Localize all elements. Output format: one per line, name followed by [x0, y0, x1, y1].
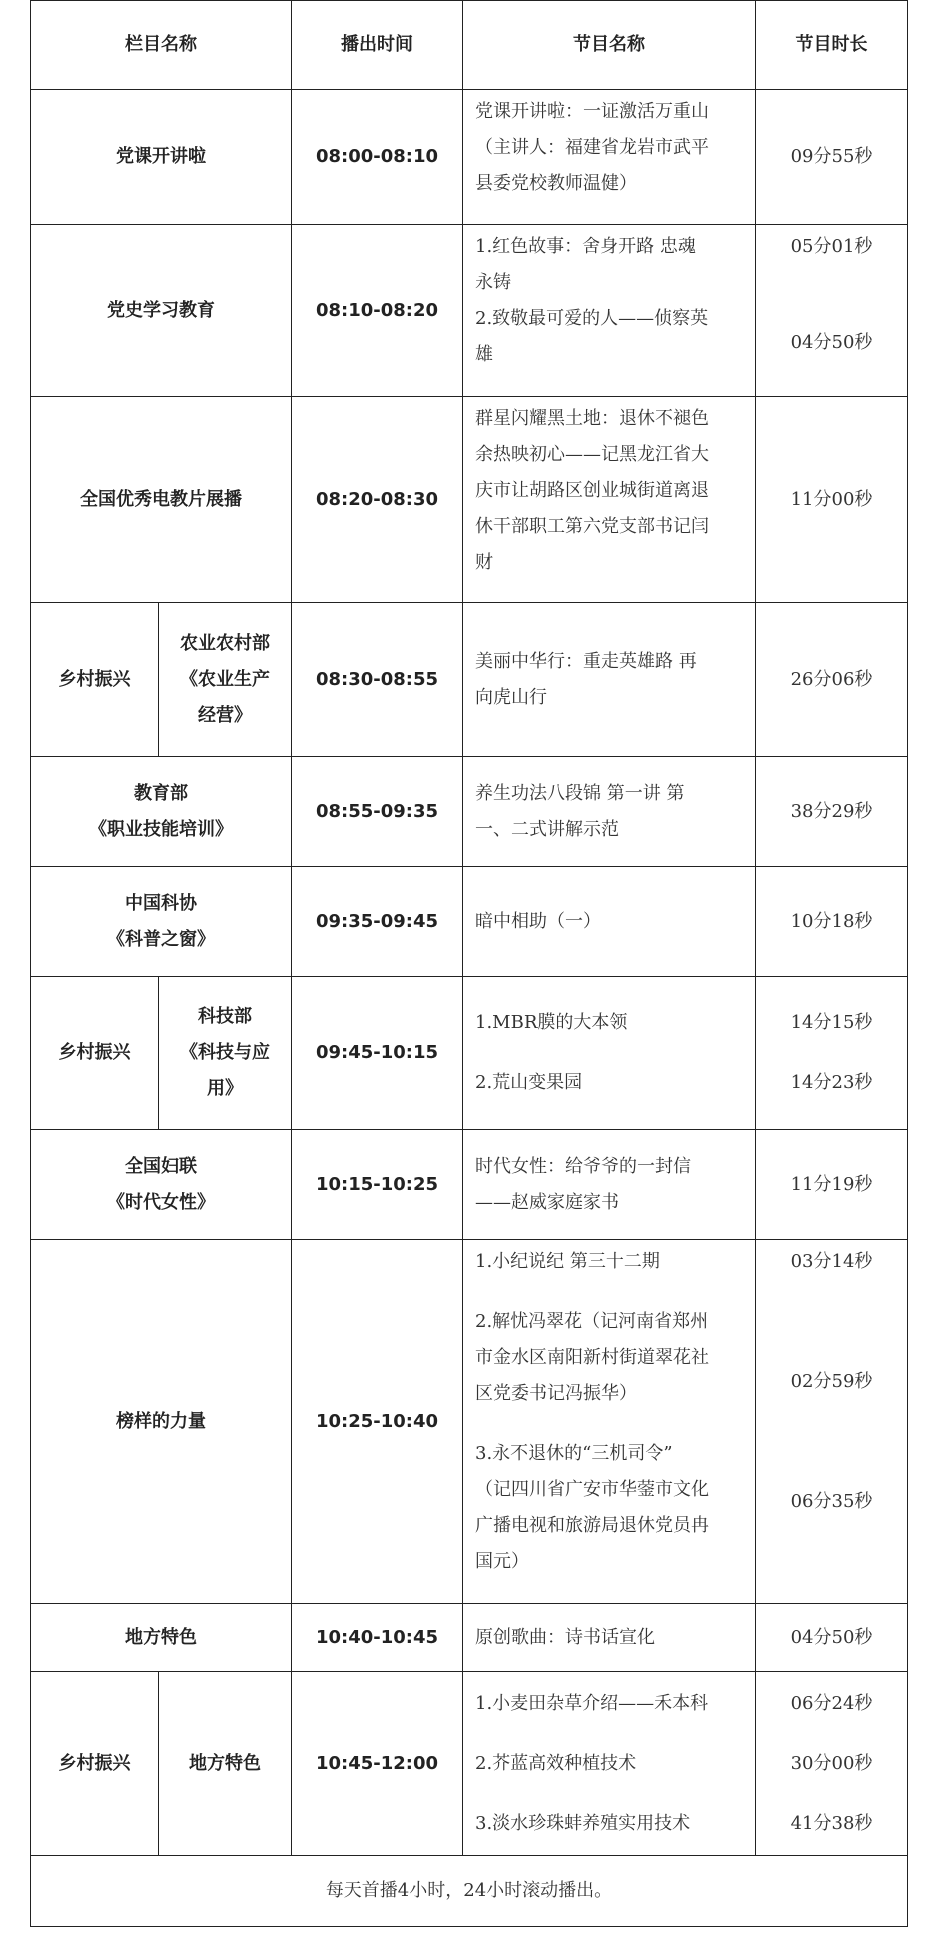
- program-line: 雄: [475, 344, 493, 365]
- duration-value: 38分29秒: [790, 800, 873, 822]
- section-cell: 党史学习教育: [31, 225, 292, 397]
- duration-cell: [756, 867, 908, 977]
- section-line: 《科普之窗》: [107, 928, 215, 950]
- table-row: [31, 977, 908, 1130]
- section-cell: 党课开讲啦: [31, 90, 292, 225]
- footer-note: 每天首播4小时，24小时滚动播出。: [31, 1856, 908, 1927]
- program-cell: [463, 225, 756, 397]
- duration-value: 11分00秒: [790, 488, 873, 510]
- duration-value: 14分15秒: [790, 1012, 873, 1033]
- duration-value: 06分35秒: [790, 1491, 873, 1512]
- subsection-line: 地方特色: [189, 1752, 261, 1774]
- subsection-line: 经营》: [198, 704, 252, 726]
- duration-value: 09分55秒: [790, 146, 873, 167]
- table-row: [31, 225, 908, 397]
- table-row: [31, 1672, 908, 1856]
- time-cell: 08:55-09:35: [292, 757, 463, 867]
- duration-cell: [756, 1604, 908, 1672]
- program-cell: [463, 757, 756, 867]
- program-line: 一、二式讲解示范: [475, 818, 619, 840]
- duration-cell: [756, 1672, 908, 1856]
- program-line: 养生功法八段锦 第一讲 第: [475, 782, 685, 804]
- duration-value: 26分06秒: [790, 668, 873, 690]
- duration-value: 04分50秒: [790, 332, 873, 353]
- header-duration: 节目时长: [756, 1, 908, 90]
- program-line: 1.小纪说纪 第三十二期: [475, 1251, 660, 1272]
- duration-cell: [756, 397, 908, 603]
- section-cell: 榜样的力量: [31, 1240, 292, 1604]
- duration-value: 30分00秒: [790, 1752, 873, 1774]
- duration-value: 10分18秒: [790, 910, 873, 932]
- program-cell: [463, 867, 756, 977]
- program-line: 财: [475, 552, 493, 573]
- time-cell: 10:15-10:25: [292, 1130, 463, 1240]
- section-line: 全国妇联: [125, 1155, 197, 1177]
- program-line: 2.芥蓝高效种植技术: [475, 1752, 637, 1774]
- time-cell: 08:00-08:10: [292, 90, 463, 225]
- duration-value: 06分24秒: [790, 1692, 873, 1714]
- program-cell: [463, 1130, 756, 1240]
- program-cell: [463, 1672, 756, 1856]
- program-line: （主讲人：福建省龙岩市武平: [475, 137, 709, 158]
- table-row: [31, 397, 908, 603]
- duration-value: 04分50秒: [790, 1626, 873, 1648]
- table-row: [31, 1604, 908, 1672]
- program-cell: [463, 977, 756, 1130]
- program-line: 永铸: [475, 272, 511, 293]
- duration-value: 14分23秒: [790, 1072, 873, 1093]
- section-cell: 乡村振兴: [31, 603, 159, 757]
- program-cell: [463, 1604, 756, 1672]
- time-cell: 08:20-08:30: [292, 397, 463, 603]
- subsection-line: 《农业生产: [180, 668, 270, 690]
- duration-cell: [756, 757, 908, 867]
- subsection-line: 农业农村部: [180, 632, 270, 654]
- section-line: 中国科协: [125, 892, 197, 914]
- section-cell: [31, 1130, 292, 1240]
- program-line: 1.MBR膜的大本领: [475, 1012, 628, 1033]
- program-cell: [463, 603, 756, 757]
- program-line: 庆市让胡路区创业城街道离退: [475, 480, 709, 501]
- duration-cell: [756, 225, 908, 397]
- section-cell: [31, 867, 292, 977]
- program-line: 党课开讲啦：一证激活万重山: [475, 101, 709, 122]
- duration-value: 41分38秒: [790, 1812, 873, 1834]
- subsection-cell: [159, 977, 292, 1130]
- program-line: 2.荒山变果园: [475, 1072, 583, 1093]
- section-line: 《职业技能培训》: [89, 818, 233, 840]
- subsection-cell: [159, 1672, 292, 1856]
- header-program: 节目名称: [463, 1, 756, 90]
- program-line: 2.致敬最可爱的人——侦察英: [475, 308, 709, 329]
- duration-cell: [756, 603, 908, 757]
- program-cell: [463, 90, 756, 225]
- table-row: [31, 1240, 908, 1604]
- table-row: [31, 1130, 908, 1240]
- program-line: 3.淡水珍珠蚌养殖实用技术: [475, 1812, 691, 1834]
- program-line: 广播电视和旅游局退休党员冉: [475, 1515, 709, 1536]
- program-line: 市金水区南阳新村街道翠花社: [475, 1347, 709, 1368]
- time-cell: 10:40-10:45: [292, 1604, 463, 1672]
- section-cell: 全国优秀电教片展播: [31, 397, 292, 603]
- program-line: 群星闪耀黑土地：退休不褪色: [475, 408, 709, 429]
- section-cell: [31, 757, 292, 867]
- program-line: 国元）: [475, 1551, 529, 1572]
- program-line: 余热映初心——记黑龙江省大: [475, 444, 709, 465]
- table-row: [31, 603, 908, 757]
- time-cell: 10:25-10:40: [292, 1240, 463, 1604]
- time-cell: 10:45-12:00: [292, 1672, 463, 1856]
- program-line: 原创歌曲：诗书话宣化: [475, 1626, 655, 1648]
- program-line: 向虎山行: [475, 686, 547, 708]
- header-time: 播出时间: [292, 1, 463, 90]
- program-cell: [463, 1240, 756, 1604]
- program-cell: [463, 397, 756, 603]
- header-section: 栏目名称: [31, 1, 292, 90]
- section-cell: 地方特色: [31, 1604, 292, 1672]
- subsection-line: 用》: [207, 1078, 243, 1099]
- section-cell: 乡村振兴: [31, 1672, 159, 1856]
- time-cell: 08:10-08:20: [292, 225, 463, 397]
- duration-value: 02分59秒: [790, 1371, 873, 1392]
- duration-cell: [756, 1240, 908, 1604]
- section-cell: 乡村振兴: [31, 977, 159, 1130]
- time-cell: 09:45-10:15: [292, 977, 463, 1130]
- program-line: 1.小麦田杂草介绍——禾本科: [475, 1692, 709, 1714]
- program-line: 暗中相助（一）: [475, 910, 601, 932]
- program-line: 区党委书记冯振华）: [475, 1383, 637, 1404]
- duration-cell: [756, 90, 908, 225]
- program-line: 1.红色故事：舍身开路 忠魂: [475, 236, 696, 257]
- program-line: 3.永不退休的“三机司令”: [475, 1443, 673, 1464]
- section-line: 教育部: [134, 782, 188, 804]
- program-line: 2.解忧冯翠花（记河南省郑州: [475, 1311, 709, 1332]
- subsection-line: 科技部: [198, 1006, 252, 1027]
- time-cell: 08:30-08:55: [292, 603, 463, 757]
- duration-cell: [756, 1130, 908, 1240]
- duration-value: 11分19秒: [790, 1173, 873, 1195]
- section-line: 《时代女性》: [107, 1191, 215, 1213]
- time-cell: 09:35-09:45: [292, 867, 463, 977]
- program-line: 县委党校教师温健）: [475, 173, 637, 194]
- table-row: [31, 90, 908, 225]
- program-line: 休干部职工第六党支部书记闫: [475, 516, 709, 537]
- duration-value: 05分01秒: [790, 236, 873, 257]
- program-line: 美丽中华行：重走英雄路 再: [475, 650, 697, 672]
- table-row: [31, 867, 908, 977]
- program-line: ——赵威家庭家书: [475, 1191, 619, 1213]
- program-line: （记四川省广安市华蓥市文化: [475, 1479, 709, 1500]
- header-row: [31, 1, 908, 90]
- subsection-line: 《科技与应: [180, 1042, 270, 1063]
- table-row: [31, 757, 908, 867]
- program-line: 时代女性：给爷爷的一封信: [475, 1155, 691, 1177]
- footer-row: [31, 1856, 908, 1927]
- subsection-cell: [159, 603, 292, 757]
- duration-value: 03分14秒: [790, 1251, 873, 1272]
- duration-cell: [756, 977, 908, 1130]
- schedule-table: [30, 0, 908, 1927]
